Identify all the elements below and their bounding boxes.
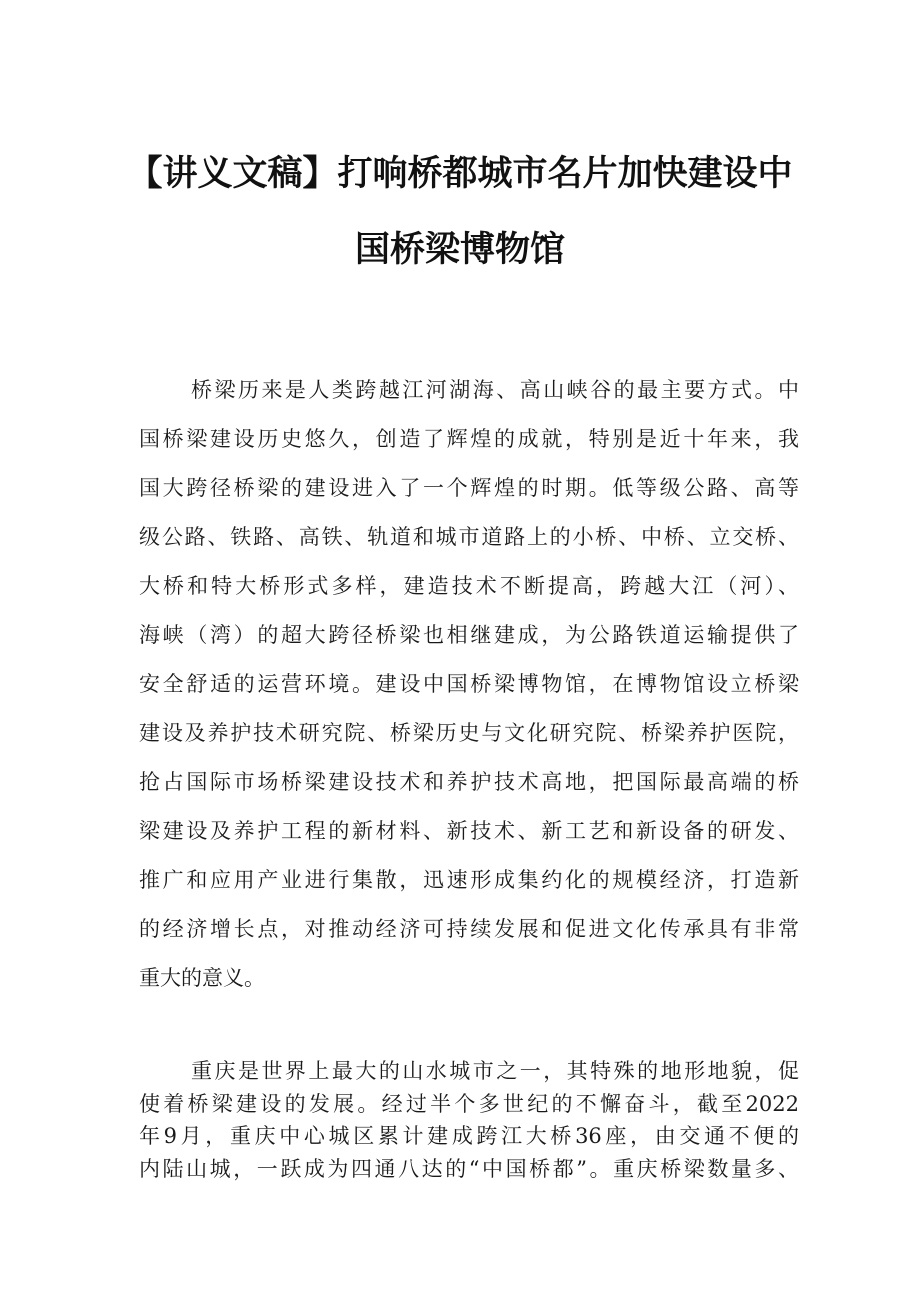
paragraph-line: 国大跨径桥梁的建设进入了一个辉煌的时期。低等级公路、高等 xyxy=(139,476,799,500)
paragraph-line: 年9月，重庆中心城区累计建成跨江大桥36座，由交通不便的 xyxy=(139,1124,799,1148)
paragraph-line: 桥梁历来是人类跨越江河湖海、高山峡谷的最主要方式。中 xyxy=(191,378,799,402)
paragraph-line: 国桥梁建设历史悠久，创造了辉煌的成就，特别是近十年来，我 xyxy=(139,427,799,451)
body-paragraph-2 xyxy=(139,1055,799,1185)
body-paragraph-1 xyxy=(139,366,799,1003)
paragraph-line: 海峡（湾）的超大跨径桥梁也相继建成，为公路铁道运输提供了 xyxy=(139,623,799,647)
paragraph-line: 安全舒适的运营环境。建设中国桥梁博物馆，在博物馆设立桥梁 xyxy=(139,672,799,696)
document-title-line-1: 【讲义文稿】打响桥都城市名片加快建设中 xyxy=(127,154,793,194)
paragraph-line: 的经济增长点，对推动经济可持续发展和促进文化传承具有非常 xyxy=(139,917,799,941)
paragraph-line: 级公路、铁路、高铁、轨道和城市道路上的小桥、中桥、立交桥、 xyxy=(139,525,799,549)
paragraph-line: 大桥和特大桥形式多样，建造技术不断提高，跨越大江（河）、 xyxy=(139,574,799,598)
paragraph-line: 抢占国际市场桥梁建设技术和养护技术高地，把国际最高端的桥 xyxy=(139,770,799,794)
paragraph-line: 推广和应用产业进行集散，迅速形成集约化的规模经济，打造新 xyxy=(139,868,799,892)
paragraph-line: 重大的意义。 xyxy=(139,966,265,990)
paragraph-line: 梁建设及养护工程的新材料、新技术、新工艺和新设备的研发、 xyxy=(139,819,799,843)
document-title-line-2: 国桥梁博物馆 xyxy=(354,230,565,270)
paragraph-line: 内陆山城，一跃成为四通八达的“中国桥都”。重庆桥梁数量多、 xyxy=(139,1156,799,1181)
paragraph-line: 使着桥梁建设的发展。经过半个多世纪的不懈奋斗，截至2022 xyxy=(139,1091,799,1116)
paragraph-line: 重庆是世界上最大的山水城市之一，其特殊的地形地貌，促 xyxy=(191,1059,799,1083)
paragraph-line: 建设及养护技术研究院、桥梁历史与文化研究院、桥梁养护医院， xyxy=(139,721,799,745)
